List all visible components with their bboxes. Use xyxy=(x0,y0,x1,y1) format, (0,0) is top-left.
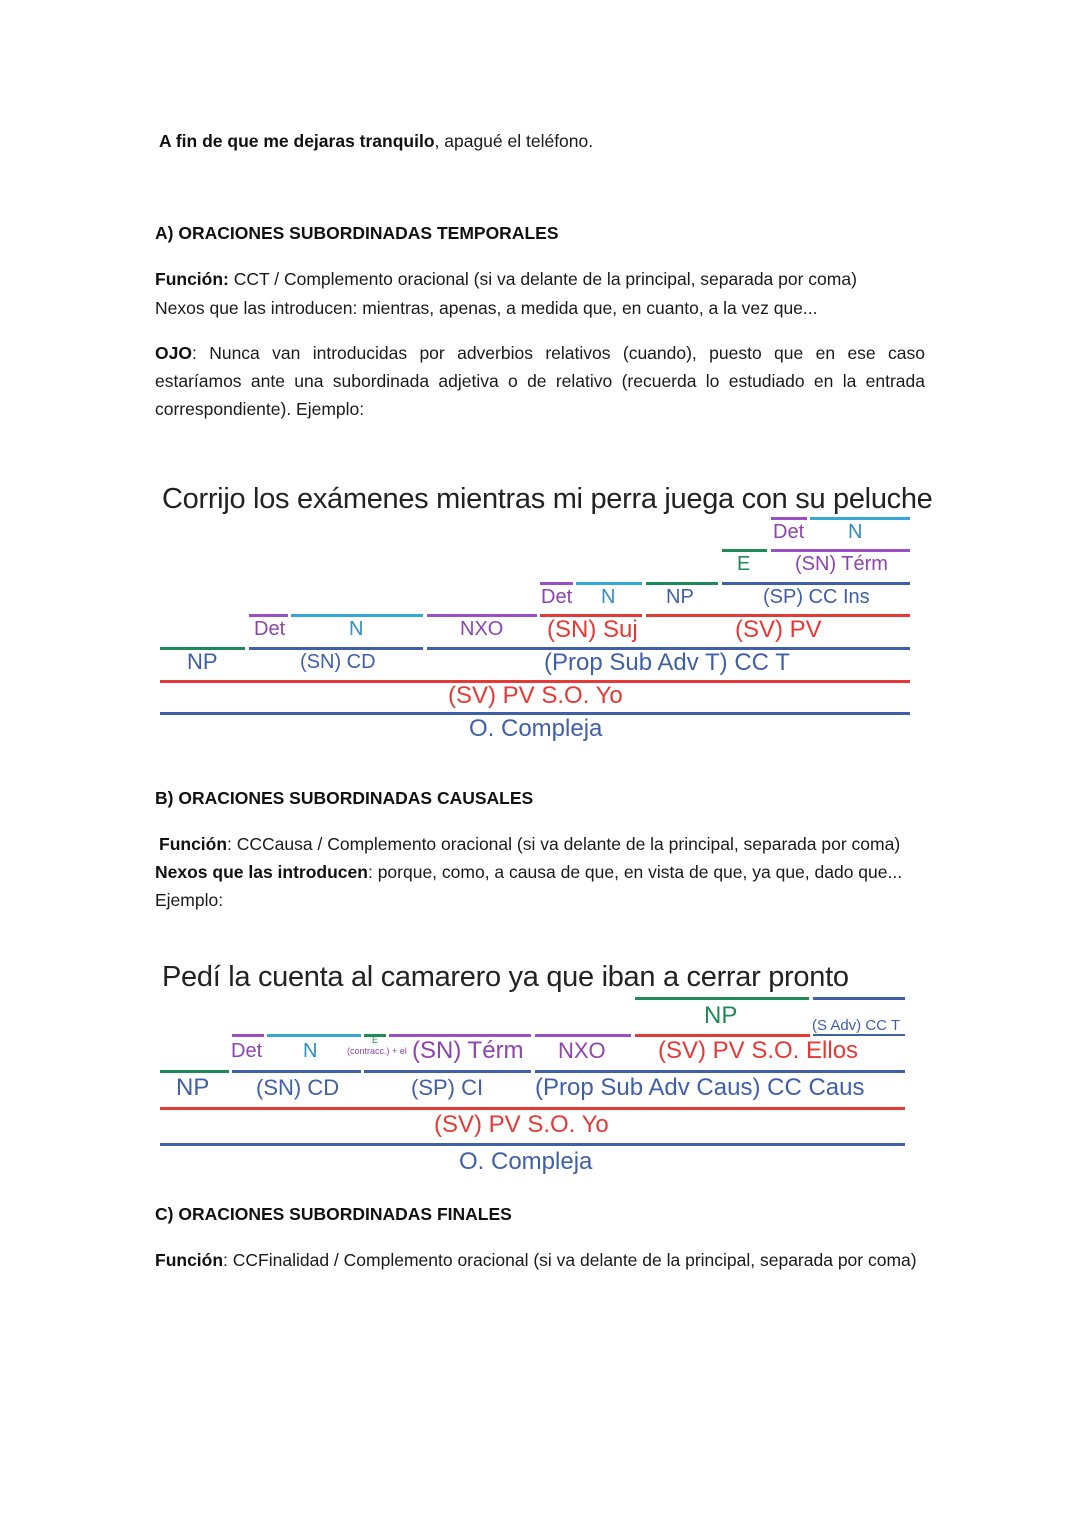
label-e: E xyxy=(737,553,751,575)
label-sp-ci: (SP) CI xyxy=(411,1075,484,1100)
label-sv-pv-so: (SV) PV S.O. Yo xyxy=(448,682,623,709)
label-prop-sub-2: (Prop Sub Adv Caus) CC Caus xyxy=(535,1074,865,1101)
section-b-heading: B) ORACIONES SUBORDINADAS CAUSALES xyxy=(155,788,534,808)
intro-sentence xyxy=(159,127,593,155)
line-sv-pv-yo xyxy=(160,1107,905,1110)
line-np-pedi xyxy=(160,1070,229,1073)
intro-bold: A fin de que me dejaras tranquilo xyxy=(159,131,435,151)
label-sv-pv-yo: (SV) PV S.O. Yo xyxy=(434,1111,609,1138)
label-n-cuenta: N xyxy=(303,1040,318,1062)
label-o-compleja: O. Compleja xyxy=(469,715,603,742)
label-sv-pv-ellos: (SV) PV S.O. Ellos xyxy=(658,1037,859,1064)
intro-rest: , apagué el teléfono. xyxy=(434,131,594,151)
label-e-al: E xyxy=(372,1035,379,1045)
label-sp-cc-ins: (SP) CC Ins xyxy=(763,586,870,608)
section-b-nexos: Nexos que las introducen: porque, como, a causa de que, en vista de que, ya que, dado que... xyxy=(155,862,903,882)
label-n-perra: N xyxy=(601,586,616,608)
label-nxo: NXO xyxy=(460,618,504,640)
label-det-su: Det xyxy=(773,521,805,543)
section-a-funcion: Función: CCT / Complemento oracional (si va delante de la principal, separada por coma) xyxy=(155,269,857,289)
diagram-1-sentence: Corrijo los exámenes mientras mi perra juega con su peluche xyxy=(162,483,933,515)
line-s-adv-under xyxy=(813,1034,905,1036)
label-np-pedi: NP xyxy=(176,1074,210,1101)
section-a-nexos: Nexos que las introducen: mientras, apenas, a medida que, en cuanto, a la vez que... xyxy=(155,298,818,318)
section-c-heading: C) ORACIONES SUBORDINADAS FINALES xyxy=(155,1204,512,1224)
label-sn-cd: (SN) CD xyxy=(300,651,376,673)
label-nxo-2: NXO xyxy=(558,1038,606,1063)
label-sv-pv: (SV) PV xyxy=(735,616,822,643)
label-n-examenes: N xyxy=(349,618,364,640)
diagram-2-sentence: Pedí la cuenta al camarero ya que iban a cerrar pronto xyxy=(162,961,849,993)
line-prop-sub-2 xyxy=(535,1070,905,1073)
label-o-compleja-2: O. Compleja xyxy=(459,1148,593,1175)
label-det-mi: Det xyxy=(541,586,573,608)
label-np-corrijo: NP xyxy=(187,649,218,674)
line-sp-ci xyxy=(364,1070,531,1073)
line-det-la xyxy=(232,1034,264,1037)
label-sn-term: (SN) Térm xyxy=(795,553,888,575)
label-sn-cd-2: (SN) CD xyxy=(256,1075,340,1100)
line-s-adv-pronto xyxy=(813,997,905,1000)
label-prop-sub: (Prop Sub Adv T) CC T xyxy=(544,649,790,676)
line-o-compleja-2 xyxy=(160,1143,905,1146)
label-n-peluche: N xyxy=(848,521,863,543)
line-n-cuenta xyxy=(267,1034,361,1037)
section-a-ojo: OJO: Nunca van introducidas por adverbios relativos (cuando), puesto que en ese caso estaríamos ante una subordinada adjetiva o de relativo (recuerda lo estudiado en la entrada correspondiente). Ejemplo: xyxy=(155,343,925,419)
section-b-ejemplo: Ejemplo: xyxy=(155,890,224,910)
label-np-juega: NP xyxy=(666,586,694,608)
ojo-label: OJO xyxy=(155,343,192,363)
funcion-label: Función: xyxy=(155,269,229,289)
section-c-funcion: Función: CCFinalidad / Complemento oracional (si va delante de la principal, separada por coma) xyxy=(155,1250,917,1270)
label-s-adv: (S Adv) CC T xyxy=(812,1017,901,1034)
section-a-heading: A) ORACIONES SUBORDINADAS TEMPORALES xyxy=(155,223,559,243)
section-b-funcion: Función: CCCausa / Complemento oracional (si va delante de la principal, separada por coma) xyxy=(159,834,901,854)
line-nxo-2 xyxy=(535,1034,631,1037)
label-det-los: Det xyxy=(254,618,286,640)
label-sn-suj: (SN) Suj xyxy=(547,616,638,643)
label-det-la: Det xyxy=(231,1040,263,1062)
label-contracc: (contracc.) + el xyxy=(347,1046,407,1056)
line-np-iban xyxy=(635,997,809,1000)
label-sn-term-2: (SN) Térm xyxy=(412,1037,524,1064)
line-sn-cd-2 xyxy=(232,1070,361,1073)
label-np-iban: NP xyxy=(704,1002,738,1029)
